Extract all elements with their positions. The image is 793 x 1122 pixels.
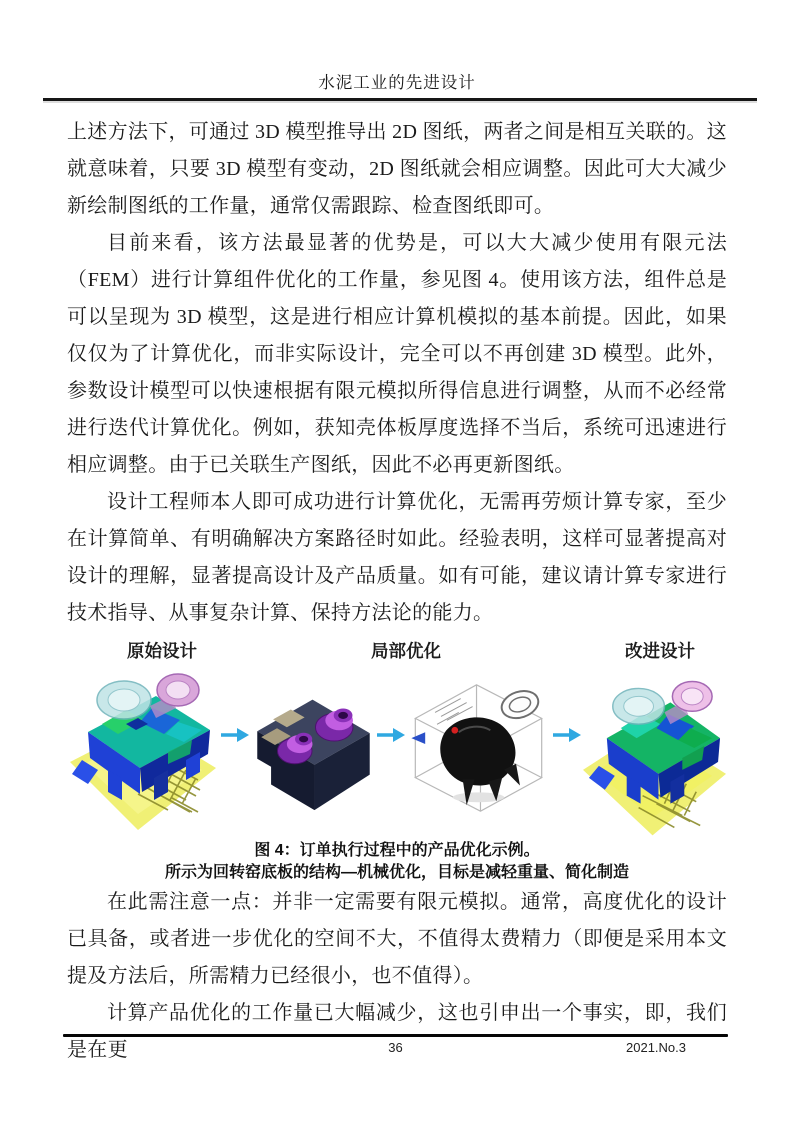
figure-stage-labels <box>67 638 727 664</box>
paragraph-3: 设计工程师本人即可成功进行计算优化，无需再劳烦计算专家，至少在计算简单、有明确解决方案路径时如此。经验表明，这样可显著提高对设计的理解，显著提高设计及产品质量。如有可能，建议请计算专家进行技术指导、从事复杂计算、保持方法论的能力。 <box>67 490 727 624</box>
label-original-design: 原始设计 <box>127 640 197 661</box>
paragraph-2: 目前来看，该方法最显著的优势是，可以大大减少使用有限元法（FEM）进行计算组件优化的工作量，参见图 4。使用该方法，组件总是可以呈现为 3D 模型，这是进行相应计算机模拟的基本前提。因此，如果仅仅为了计算优化，而非实际设计，完全可以不再创建 3D 模型。此外，参数设计模型可以快速根据有限元模拟所得信息进行调整，从而不必经常进行迭代计算优化。例如，获知壳体板厚度选择不当后，系统可迅速进行相应调整。由于已关联生产图纸，因此不必再更新图纸。 <box>67 231 727 476</box>
figure-caption-line-1: 图 4：订单执行过程中的产品优化示例。 <box>254 841 540 859</box>
issue-label: 2021.No.3 <box>626 1040 686 1055</box>
footer-rule <box>63 1034 728 1037</box>
figure-image-row <box>67 664 727 836</box>
original-design-image <box>67 666 219 834</box>
paragraph-5: 计算产品优化的工作量已大幅减少，这也引申出一个事实，即，我们是在更 <box>67 1001 727 1061</box>
running-header-title: 水泥工业的先进设计 <box>318 73 476 92</box>
header-rule <box>43 98 757 101</box>
topology-optimization-image <box>407 669 551 825</box>
footer-row <box>63 1040 728 1058</box>
local-optimization-block-image <box>251 672 375 818</box>
page-content <box>67 0 727 1069</box>
arrow-right-icon <box>552 727 582 743</box>
label-improved-design: 改进设计 <box>625 640 695 661</box>
page-number: 36 <box>388 1040 403 1055</box>
page-footer <box>63 1034 728 1058</box>
paragraph-1: 上述方法下，可通过 3D 模型推导出 2D 图纸，两者之间是相互关联的。这就意味着，只要 3D 模型有变动，2D 图纸就会相应调整。因此可大大减少新绘制图纸的工作量，通常仅需跟踪、检查图纸即可。 <box>67 120 727 217</box>
figure-4 <box>67 638 727 884</box>
arrow-right-icon <box>220 727 250 743</box>
improved-design-image <box>583 666 727 838</box>
arrow-right-icon <box>376 727 406 743</box>
label-local-optimization: 局部优化 <box>371 640 441 661</box>
figure-caption <box>67 840 727 884</box>
paragraph-4: 在此需注意一点：并非一定需要有限元模拟。通常，高度优化的设计已具备，或者进一步优化的空间不大，不值得太费精力（即便是采用本文提及方法后，所需精力已经很小，也不值得）。 <box>67 890 727 987</box>
figure-caption-line-2: 所示为回转窑底板的结构—机械优化，目标是减轻重量、简化制造 <box>164 863 629 881</box>
